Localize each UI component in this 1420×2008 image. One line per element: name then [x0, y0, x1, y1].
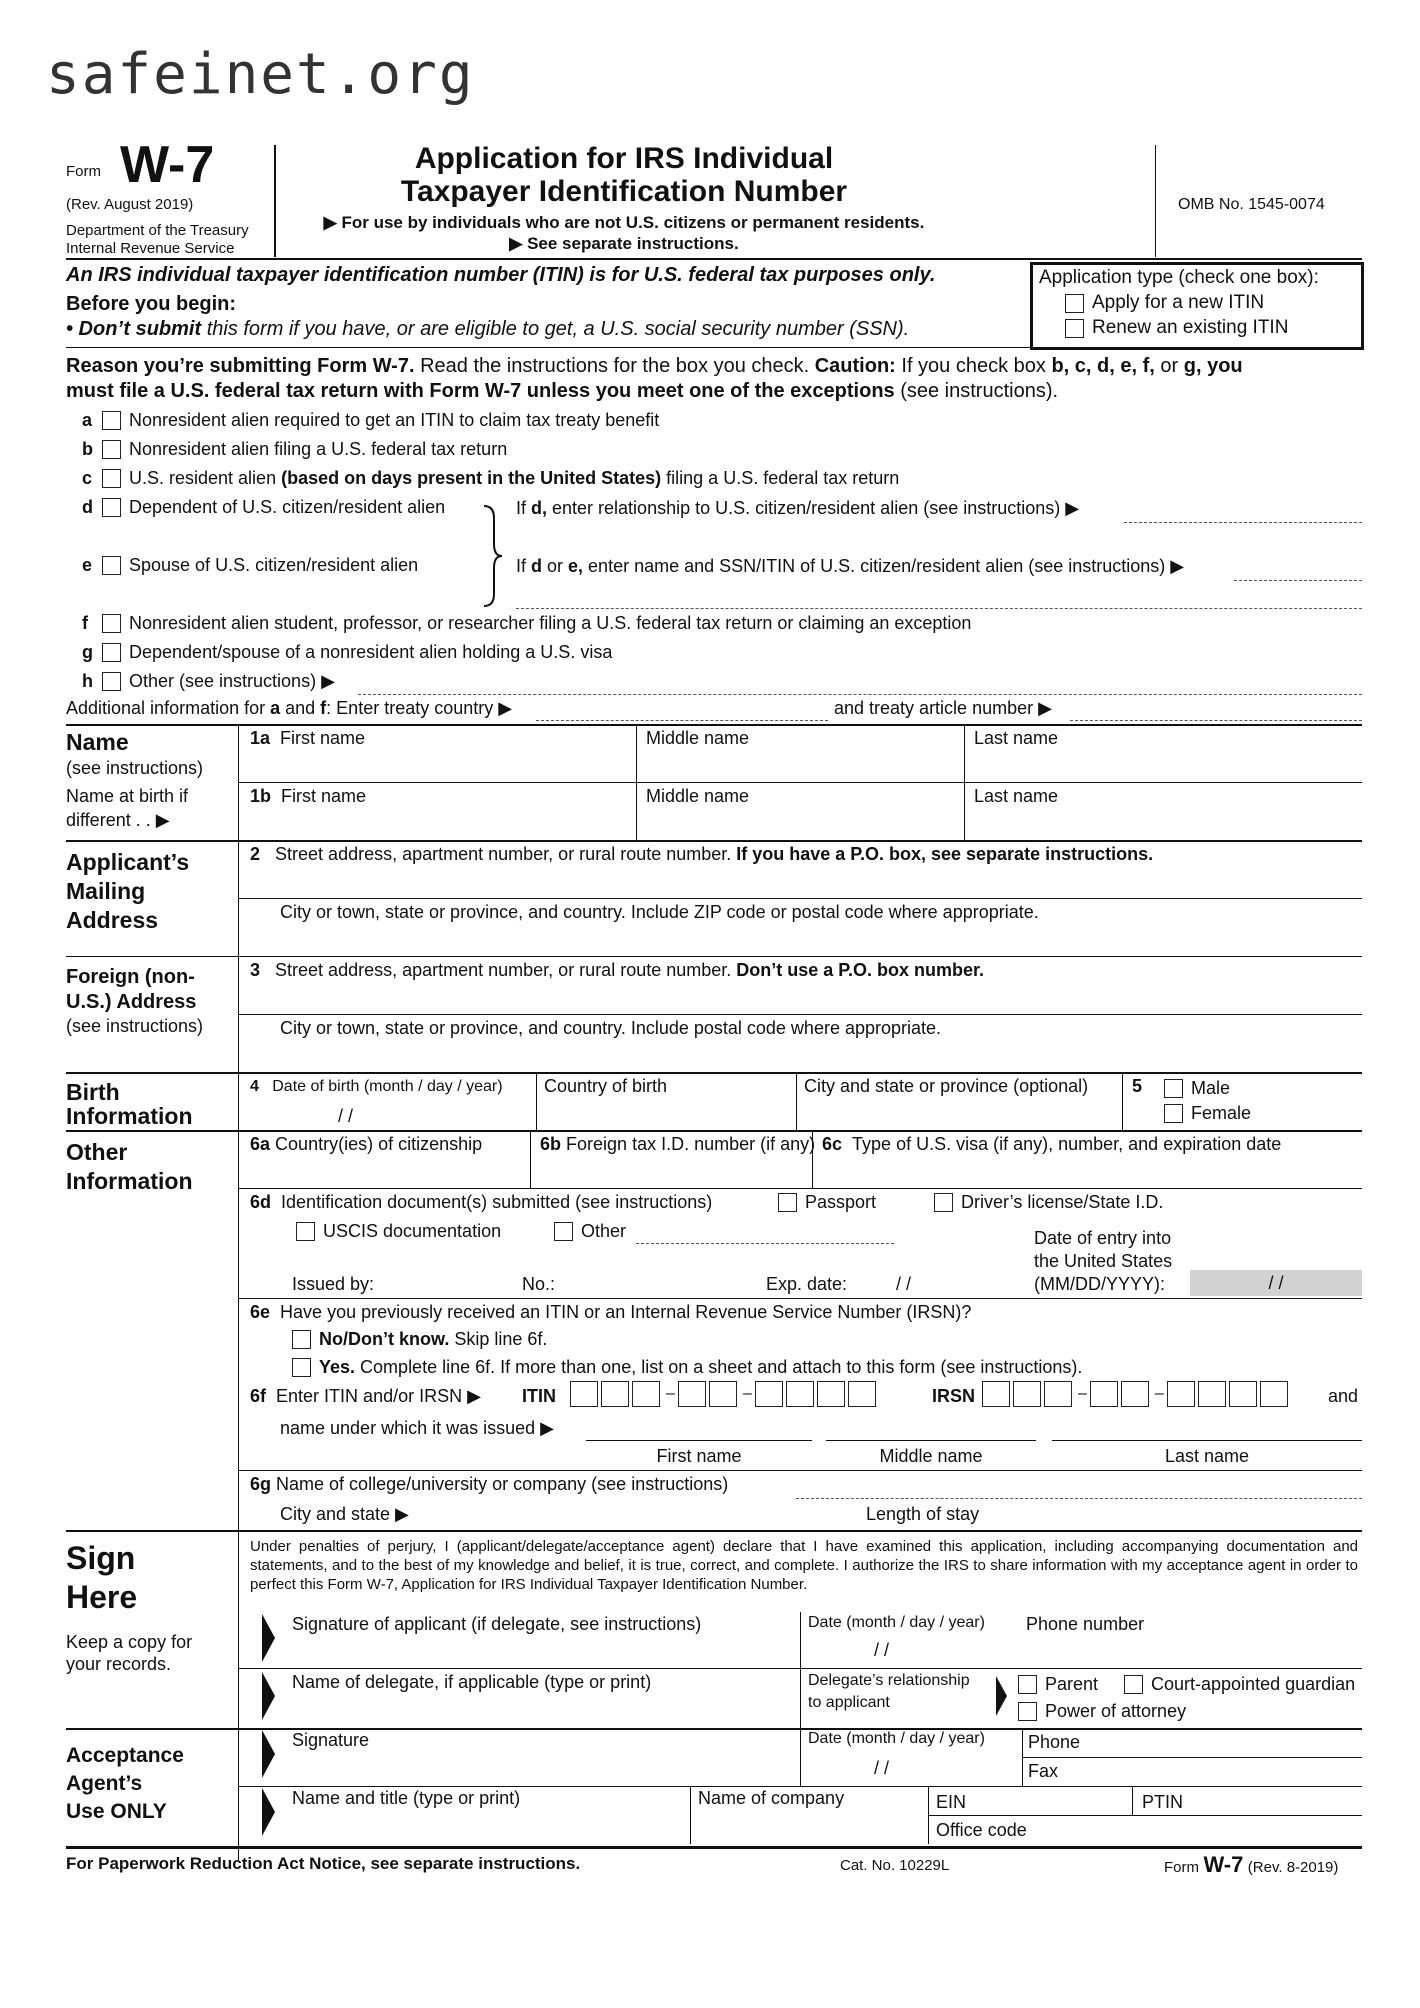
agent-title-3: Use ONLY	[66, 1800, 167, 1823]
reason-b-label: Nonresident alien filing a U.S. federal tax return	[129, 439, 508, 459]
other-doc-checkbox[interactable]	[554, 1222, 573, 1241]
foreign-po-box-note: Don’t use a P.O. box number.	[736, 960, 984, 980]
1a-middle-name-field[interactable]	[646, 752, 958, 776]
city-of-birth-label: City and state or province (optional)	[804, 1076, 1089, 1096]
female-checkbox[interactable]	[1164, 1104, 1183, 1123]
line-6e: 6e	[250, 1302, 271, 1322]
caution-or: or	[1154, 355, 1184, 377]
line-4: 4	[250, 1078, 259, 1095]
apply-new-itin-checkbox[interactable]	[1065, 294, 1084, 313]
line-6d: 6d	[250, 1192, 272, 1212]
doc-number-label: No.:	[522, 1274, 556, 1294]
reason-heading: Reason you’re submitting Form W-7.	[66, 355, 415, 377]
court-guardian-checkbox[interactable]	[1124, 1675, 1143, 1694]
form-subtitle-1: ▶ For use by individuals who are not U.S. citizens or permanent residents.	[323, 213, 925, 232]
agent-ptin-field[interactable]	[1196, 1790, 1358, 1814]
itin-notice: An IRS individual taxpayer identification number (ITIN) is for U.S. federal tax purposes only.	[66, 264, 936, 286]
reason-c-label	[129, 468, 899, 489]
date-of-entry-label-3: (MM/DD/YYYY):	[1034, 1274, 1166, 1294]
female-label: Female	[1191, 1103, 1252, 1123]
line-6a: 6a	[250, 1134, 271, 1154]
addl-and: and	[280, 698, 321, 718]
reason-c-checkbox[interactable]	[102, 469, 121, 488]
ssn-warning-rest: this form if you have, or are eligible to get, a U.S. social security number (SSN).	[201, 318, 910, 340]
caution-text: If you check box	[895, 355, 1052, 377]
visa-field[interactable]	[822, 1158, 1358, 1182]
and-label: and	[1328, 1386, 1359, 1406]
brace-icon	[480, 504, 504, 608]
id-docs-label: Identification document(s) submitted (see instructions)	[281, 1192, 713, 1212]
before-you-begin: Before you begin:	[66, 293, 237, 315]
foreign-street-label: Street address, apartment number, or rural route number.	[275, 960, 737, 980]
reason-e-letter: e	[82, 555, 93, 575]
reason-b-letter: b	[82, 439, 93, 459]
name-section-sub: (see instructions)	[66, 758, 204, 778]
reason-heading-line-2	[66, 380, 1058, 403]
apply-new-itin-label: Apply for a new ITIN	[1092, 292, 1265, 313]
city-of-birth-field[interactable]	[804, 1100, 1114, 1124]
birth-title-2: Information	[66, 1103, 193, 1129]
1b-first-name-label: First name	[281, 786, 367, 806]
d-note-if: If	[516, 498, 532, 518]
parent-checkbox[interactable]	[1018, 1675, 1037, 1694]
mailing-title-1: Applicant’s	[66, 849, 190, 875]
mailing-title-3: Address	[66, 907, 159, 933]
reason-b-checkbox[interactable]	[102, 440, 121, 459]
d-note-text: enter relationship to U.S. citizen/resident alien (see instructions) ▶	[547, 498, 1080, 518]
citizenship-field[interactable]	[250, 1158, 526, 1182]
delegate-relationship-label-1: Delegate’s relationship	[808, 1672, 970, 1689]
caution-you: you	[1201, 355, 1243, 377]
agent-sign-arrow-icon	[262, 1730, 275, 1778]
mailing-title-2: Mailing	[66, 878, 146, 904]
reason-h-label: Other (see instructions) ▶	[129, 671, 335, 691]
keep-copy-2: your records.	[66, 1654, 172, 1674]
college-label: Name of college/university or company (see instructions)	[276, 1474, 729, 1494]
foreign-tax-id-field[interactable]	[540, 1158, 802, 1182]
form-label: Form	[66, 163, 101, 180]
reason-h-field[interactable]	[358, 694, 1362, 695]
yes-prior-itin-checkbox[interactable]	[292, 1358, 311, 1377]
reason-heading-line-1	[66, 355, 1243, 378]
line-6f: 6f	[250, 1386, 267, 1406]
mailing-po-box-note: If you have a P.O. box, see separate instructions.	[736, 844, 1154, 864]
itin-digit[interactable]	[678, 1381, 706, 1407]
no-dont-know-label	[319, 1329, 547, 1350]
reason-d-checkbox[interactable]	[102, 498, 121, 517]
delegate-arrow-icon	[262, 1672, 275, 1720]
d-relationship-note	[516, 498, 1079, 519]
irsn-boxes: – –	[982, 1381, 1291, 1407]
reason-g-checkbox[interactable]	[102, 643, 121, 662]
mailing-city-field[interactable]	[250, 926, 1358, 950]
reason-f-label: Nonresident alien student, professor, or researcher filing a U.S. federal tax return or claiming an exception	[129, 613, 972, 633]
1a-last-name-label: Last name	[974, 728, 1059, 748]
agent-name-arrow-icon	[262, 1788, 275, 1836]
form-number: W-7	[120, 136, 215, 194]
additional-info-label	[66, 698, 512, 719]
issued-by-label: Issued by:	[292, 1274, 375, 1294]
application-type-title: Application type (check one box):	[1039, 267, 1319, 288]
relationship-arrow-icon	[996, 1676, 1007, 1716]
prior-itin-question: Have you previously received an ITIN or an Internal Revenue Service Number (IRSN)?	[280, 1302, 972, 1322]
date-of-entry-field[interactable]: / /	[1190, 1270, 1362, 1296]
line-1b: 1b	[250, 786, 272, 806]
reason-a-letter: a	[82, 410, 93, 430]
agent-title-2: Agent’s	[66, 1772, 143, 1795]
issued-middle-name-field[interactable]	[826, 1414, 1036, 1438]
1b-first-name-field[interactable]	[250, 810, 630, 834]
delegate-name-label: Name of delegate, if applicable (type or print)	[292, 1672, 652, 1692]
reason-d-letter: d	[82, 497, 93, 517]
agent-company-label: Name of company	[698, 1788, 845, 1808]
agent-ein-field[interactable]	[974, 1790, 1124, 1814]
line-2: 2	[250, 844, 261, 864]
reason-g-label: Dependent/spouse of a nonresident alien holding a U.S. visa	[129, 642, 613, 662]
treaty-country-field[interactable]	[536, 720, 828, 721]
no-dont-know-checkbox[interactable]	[292, 1330, 311, 1349]
agent-company-field[interactable]	[698, 1812, 920, 1836]
other-info-title-1: Other	[66, 1139, 128, 1165]
sign-date-label: Date (month / day / year)	[808, 1614, 985, 1631]
addl-treaty-country: : Enter treaty country ▶	[326, 698, 513, 718]
other-doc-field[interactable]	[636, 1243, 894, 1244]
agent-office-code-label: Office code	[936, 1820, 1027, 1840]
line-6c: 6c	[822, 1134, 843, 1154]
date-of-entry-label-1: Date of entry into	[1034, 1228, 1172, 1248]
length-of-stay-label: Length of stay	[866, 1504, 980, 1524]
agent-signature-field[interactable]	[292, 1754, 792, 1778]
line-1a: 1a	[250, 728, 271, 748]
issued-last-name-field[interactable]	[1052, 1414, 1362, 1438]
e-note-if: If	[516, 556, 532, 576]
irsn-label: IRSN	[932, 1386, 976, 1406]
itin-digit[interactable]	[709, 1381, 737, 1407]
itin-digit[interactable]	[601, 1381, 629, 1407]
see-instructions-text: (see instructions).	[894, 380, 1059, 402]
reason-h-letter: h	[82, 671, 93, 691]
1b-middle-name-label: Middle name	[646, 786, 750, 806]
reason-d-label: Dependent of U.S. citizen/resident alien	[129, 497, 446, 517]
itin-digit[interactable]	[755, 1381, 783, 1407]
agent-date-field[interactable]: / /	[874, 1758, 890, 1778]
other-doc-label: Other	[581, 1221, 627, 1241]
footer-form-label: Form	[1164, 1859, 1199, 1876]
signature-applicant-label: Signature of applicant (if delegate, see instructions)	[292, 1614, 702, 1634]
reason-g-letter: g	[82, 642, 93, 662]
name-issued-label: name under which it was issued ▶	[280, 1418, 554, 1438]
uscis-checkbox[interactable]	[296, 1222, 315, 1241]
itin-digit[interactable]	[570, 1381, 598, 1407]
foreign-city-label: City or town, state or province, and country. Include postal code where appropriate.	[280, 1018, 942, 1038]
foreign-tax-id-label: Foreign tax I.D. number (if any)	[566, 1134, 816, 1154]
foreign-city-field[interactable]	[250, 1042, 1358, 1066]
must-file-text: must file a U.S. federal tax return with Form W-7 unless you meet one of the exceptions	[66, 380, 895, 402]
sign-title-2: Here	[66, 1579, 138, 1615]
keep-copy-1: Keep a copy for	[66, 1632, 193, 1652]
irsn-digit[interactable]	[1121, 1381, 1149, 1407]
visa-label: Type of U.S. visa (if any), number, and expiration date	[852, 1134, 1282, 1154]
agent-phone-label: Phone	[1028, 1732, 1081, 1752]
d-relationship-field[interactable]	[1124, 522, 1362, 523]
footer-form-number: W-7	[1203, 1852, 1244, 1877]
d-note-d: d,	[531, 498, 548, 518]
no-dont-know-rest: Skip line 6f.	[449, 1329, 548, 1349]
addl-f: f	[320, 698, 327, 718]
exp-date-field[interactable]: / /	[896, 1274, 912, 1294]
itin-boxes: – –	[570, 1381, 879, 1407]
sign-arrow-icon	[262, 1614, 275, 1662]
city-state-label: City and state ▶	[280, 1504, 409, 1524]
uscis-label: USCIS documentation	[323, 1221, 502, 1241]
agent-fax-label: Fax	[1028, 1761, 1059, 1781]
itin-digit[interactable]	[632, 1381, 660, 1407]
delegate-name-field[interactable]	[292, 1696, 792, 1720]
court-guardian-label: Court-appointed guardian	[1151, 1674, 1356, 1694]
reason-a-checkbox[interactable]	[102, 411, 121, 430]
1b-last-name-field[interactable]	[974, 810, 1358, 834]
e-note-text: enter name and SSN/ITIN of U.S. citizen/resident alien (see instructions) ▶	[583, 556, 1185, 576]
yes-bold: Yes.	[319, 1357, 356, 1377]
caution-box-g: g,	[1183, 355, 1202, 377]
issued-last-name-label: Last name	[1164, 1446, 1250, 1466]
agent-ptin-label: PTIN	[1142, 1792, 1184, 1812]
issued-first-name-field[interactable]	[586, 1414, 812, 1438]
foreign-street-field[interactable]	[250, 984, 1358, 1008]
passport-checkbox[interactable]	[778, 1193, 797, 1212]
itin-digit[interactable]	[848, 1381, 876, 1407]
agent-ein-label: EIN	[936, 1792, 967, 1812]
drivers-license-checkbox[interactable]	[934, 1193, 953, 1212]
department-line-1: Department of the Treasury	[66, 222, 249, 239]
footer-form-id	[1164, 1852, 1338, 1878]
agent-phone-field[interactable]	[1090, 1731, 1358, 1755]
agent-fax-field[interactable]	[1076, 1760, 1358, 1784]
itin-irsn-label: Enter ITIN and/or IRSN ▶	[276, 1386, 481, 1406]
phone-number-label: Phone number	[1026, 1614, 1145, 1634]
reason-h-checkbox[interactable]	[102, 672, 121, 691]
footer-revision: (Rev. 8-2019)	[1247, 1859, 1339, 1876]
reason-f-checkbox[interactable]	[102, 614, 121, 633]
sign-date-field[interactable]: / /	[874, 1640, 890, 1660]
renew-itin-checkbox[interactable]	[1065, 319, 1084, 338]
form-title-line-1: Application for IRS Individual	[414, 142, 834, 175]
1a-last-name-field[interactable]	[974, 752, 1358, 776]
e-name-ssn-field-2[interactable]	[516, 608, 1362, 609]
line-3: 3	[250, 960, 261, 980]
mailing-city-label: City or town, state or province, and country. Include ZIP code or postal code where appropriate.	[280, 902, 1039, 922]
itin-digit[interactable]	[786, 1381, 814, 1407]
exp-date-label: Exp. date:	[766, 1274, 848, 1294]
name-at-birth-label: Name at birth if	[66, 786, 189, 806]
irsn-digit[interactable]	[1013, 1381, 1041, 1407]
agent-date-label: Date (month / day / year)	[808, 1730, 985, 1747]
agent-name-title-label: Name and title (type or print)	[292, 1788, 521, 1808]
watermark-text: safeinet.org	[46, 42, 475, 107]
agent-title-1: Acceptance	[66, 1744, 184, 1767]
form-w7-page	[66, 0, 1362, 2008]
1a-first-name-label: First name	[280, 728, 366, 748]
citizenship-label: Country(ies) of citizenship	[275, 1134, 483, 1154]
line-5: 5	[1132, 1076, 1143, 1096]
department-line-2: Internal Revenue Service	[66, 240, 235, 257]
irsn-digit[interactable]	[1090, 1381, 1118, 1407]
other-info-title-2: Information	[66, 1168, 193, 1194]
form-revision: (Rev. August 2019)	[66, 196, 194, 213]
1b-last-name-label: Last name	[974, 786, 1059, 806]
reason-c-text-2: filing a U.S. federal tax return	[661, 468, 900, 488]
power-of-attorney-label: Power of attorney	[1045, 1701, 1187, 1721]
e-name-ssn-field[interactable]	[1234, 580, 1362, 581]
reason-e-checkbox[interactable]	[102, 556, 121, 575]
omb-number: OMB No. 1545-0074	[1178, 196, 1325, 213]
1a-middle-name-label: Middle name	[646, 728, 750, 748]
foreign-sub: (see instructions)	[66, 1016, 204, 1036]
phone-number-field[interactable]	[1026, 1638, 1358, 1662]
irsn-digit[interactable]	[1260, 1381, 1288, 1407]
dob-field[interactable]: / /	[338, 1106, 354, 1126]
irsn-digit[interactable]	[1198, 1381, 1226, 1407]
issued-middle-name-label: Middle name	[879, 1446, 983, 1466]
mailing-street-label: Street address, apartment number, or rural route number.	[275, 844, 737, 864]
male-label: Male	[1191, 1078, 1231, 1098]
caution-label: Caution:	[814, 355, 896, 377]
country-of-birth-label: Country of birth	[544, 1076, 668, 1096]
line-6b: 6b	[540, 1134, 562, 1154]
catalog-number: Cat. No. 10229L	[840, 1857, 950, 1874]
treaty-article-field[interactable]	[1070, 720, 1362, 721]
irsn-digit[interactable]	[1167, 1381, 1195, 1407]
line-6g: 6g	[250, 1474, 272, 1494]
irsn-digit[interactable]	[1044, 1381, 1072, 1407]
name-section-title: Name	[66, 729, 129, 755]
agent-signature-label: Signature	[292, 1730, 370, 1750]
birth-title-1: Birth	[66, 1079, 120, 1105]
agent-name-title-field[interactable]	[292, 1812, 682, 1836]
dob-label: Date of birth (month / day / year)	[272, 1078, 503, 1095]
renew-itin-label: Renew an existing ITIN	[1092, 317, 1289, 338]
form-subtitle-2: ▶ See separate instructions.	[509, 234, 739, 253]
addl-a: a	[270, 698, 281, 718]
caution-boxes: b, c, d, e, f,	[1051, 355, 1155, 377]
parent-label: Parent	[1045, 1674, 1099, 1694]
addl-text-1: Additional information for	[66, 698, 271, 718]
no-dont-know-bold: No/Don’t know.	[319, 1329, 450, 1349]
form-title-line-2: Taxpayer Identification Number	[400, 175, 848, 208]
yes-rest: Complete line 6f. If more than one, list on a sheet and attach to this form (see instructions).	[355, 1357, 1083, 1377]
mailing-street-field[interactable]	[250, 868, 1358, 892]
reason-a-label: Nonresident alien required to get an ITIN to claim tax treaty benefit	[129, 410, 660, 430]
foreign-title-2: U.S.) Address	[66, 991, 197, 1013]
reason-heading-text: Read the instructions for the box you check.	[414, 355, 815, 377]
e-note-or: or	[542, 556, 569, 576]
signature-applicant-field[interactable]	[292, 1638, 792, 1662]
1a-first-name-field[interactable]	[250, 752, 630, 776]
reason-c-text-1: U.S. resident alien	[129, 468, 282, 488]
e-note-e: e,	[568, 556, 584, 576]
e-name-ssn-note	[516, 556, 1184, 577]
drivers-license-label: Driver’s license/State I.D.	[961, 1192, 1164, 1212]
reason-c-bold: (based on days present in the United States)	[281, 468, 662, 488]
ssn-warning-bold: • Don’t submit	[66, 318, 202, 340]
paperwork-notice: For Paperwork Reduction Act Notice, see separate instructions.	[66, 1854, 581, 1873]
agent-office-code-field[interactable]	[1046, 1818, 1358, 1842]
male-checkbox[interactable]	[1164, 1079, 1183, 1098]
1b-middle-name-field[interactable]	[646, 810, 958, 834]
itin-label: ITIN	[522, 1386, 556, 1406]
college-field[interactable]	[796, 1498, 1362, 1499]
issued-first-name-label: First name	[656, 1446, 742, 1466]
e-note-d: d	[531, 556, 543, 576]
city-state-field[interactable]	[422, 1502, 782, 1526]
name-at-birth-label-2: different . . ▶	[66, 810, 170, 830]
reason-e-label: Spouse of U.S. citizen/resident alien	[129, 555, 419, 575]
itin-digit[interactable]	[817, 1381, 845, 1407]
foreign-title-1: Foreign (non-	[66, 966, 195, 988]
passport-label: Passport	[805, 1192, 877, 1212]
reason-f-letter: f	[82, 613, 88, 633]
power-of-attorney-checkbox[interactable]	[1018, 1702, 1037, 1721]
reason-c-letter: c	[82, 468, 93, 488]
yes-prior-itin-label	[319, 1357, 1082, 1378]
application-type-box	[1030, 262, 1364, 350]
delegate-relationship-label-2: to applicant	[808, 1694, 890, 1711]
treaty-article-label: and treaty article number ▶	[834, 698, 1052, 718]
date-of-entry-label-2: the United States	[1034, 1251, 1173, 1271]
country-of-birth-field[interactable]	[544, 1100, 794, 1124]
sign-title-1: Sign	[66, 1540, 136, 1576]
irsn-digit[interactable]	[1229, 1381, 1257, 1407]
perjury-statement: Under penalties of perjury, I (applicant/delegate/acceptance agent) declare that I have examined this application, including accompanying documentation and statements, and to the best of my knowledge and belief, it is true, correct, and complete. I authorize the IRS to share information with my acceptance agent in order to perfect this Form W-7, Application for IRS Individual Taxpayer Identification Number.	[250, 1538, 1358, 1593]
ssn-warning	[66, 318, 909, 341]
irsn-digit[interactable]	[982, 1381, 1010, 1407]
